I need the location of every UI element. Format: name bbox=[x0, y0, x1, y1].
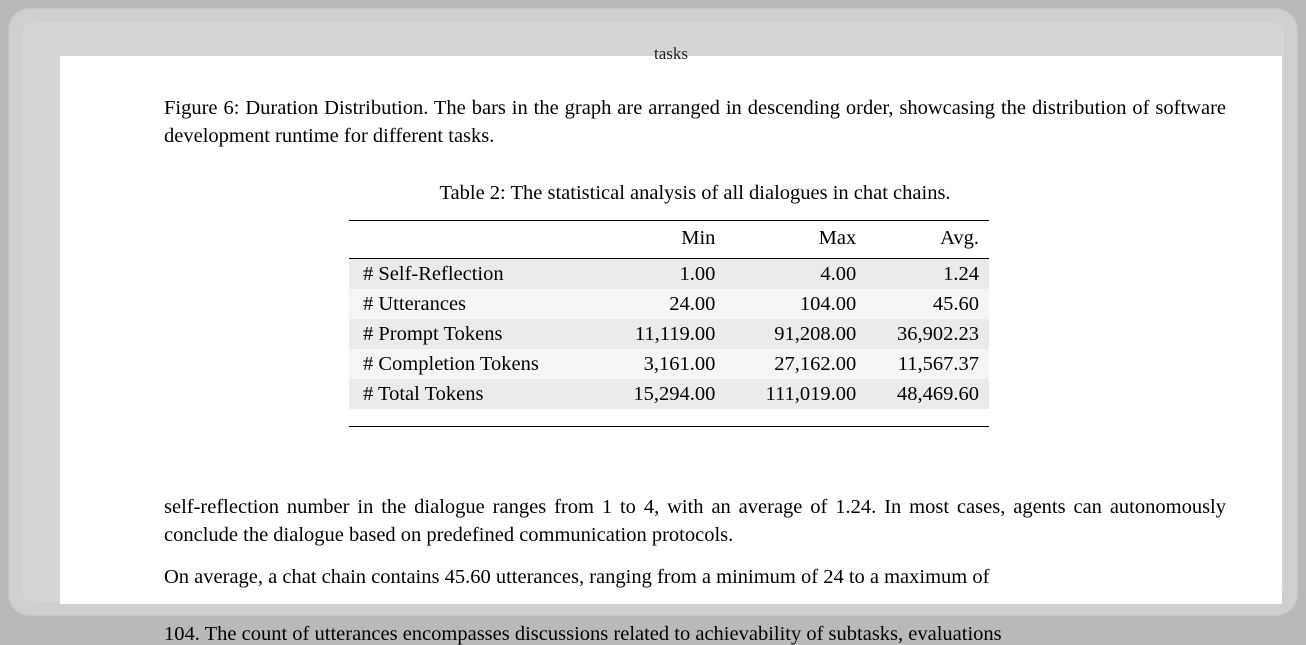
column-header-min: Min bbox=[592, 221, 726, 259]
cell-min: 1.00 bbox=[679, 262, 716, 285]
table-row bbox=[349, 379, 989, 409]
cell-min: 11,119.00 bbox=[634, 322, 716, 345]
device-frame bbox=[8, 8, 1298, 645]
cell-avg: 45.60 bbox=[932, 292, 979, 315]
cell-max: 27,162.00 bbox=[774, 352, 857, 375]
cell-avg: 11,567.37 bbox=[897, 352, 979, 375]
row-label: # Completion Tokens bbox=[363, 352, 539, 375]
cell-max: 91,208.00 bbox=[774, 322, 857, 345]
row-label: # Total Tokens bbox=[363, 382, 484, 405]
cell-avg: 1.24 bbox=[943, 262, 979, 285]
table-caption: Table 2: The statistical analysis of all dialogues in chat chains. bbox=[439, 182, 951, 204]
cell-avg: 36,902.23 bbox=[897, 322, 979, 345]
pdf-page bbox=[60, 44, 1282, 645]
table-header bbox=[349, 221, 989, 259]
cell-max: 104.00 bbox=[799, 292, 857, 315]
column-header-max: Max bbox=[725, 221, 866, 259]
cell-avg: 48,469.60 bbox=[897, 382, 979, 405]
cell-min: 15,294.00 bbox=[633, 382, 716, 405]
table-row bbox=[349, 259, 989, 290]
cell-min: 3,161.00 bbox=[643, 352, 716, 375]
column-header-blank bbox=[349, 221, 592, 259]
cell-min: 24.00 bbox=[669, 292, 716, 315]
device-frame-inner bbox=[22, 22, 1284, 645]
row-label: # Prompt Tokens bbox=[363, 322, 503, 345]
table-row bbox=[349, 289, 989, 319]
table-row bbox=[349, 349, 989, 379]
row-label: # Utterances bbox=[363, 292, 467, 315]
paragraph-self-reflection: self-reflection number in the dialogue ranges from 1 to 4, with an average of 1.24. In most cases, agents can autonomously conclude the dialogue based on predefined communication protocols. bbox=[164, 496, 1226, 547]
table-header-row bbox=[349, 221, 989, 259]
paragraph-utterances-clipped-text: 104. The count of utterances encompasses discussions related to achievability of subtasks, evaluations bbox=[164, 623, 1002, 645]
paragraph-utterances-clipped bbox=[164, 623, 1226, 645]
row-label: # Self-Reflection bbox=[363, 262, 504, 285]
cell-max: 111,019.00 bbox=[765, 382, 857, 405]
paragraph-utterances: On average, a chat chain contains 45.60 utterances, ranging from a minimum of 24 to a maximum of bbox=[164, 566, 990, 588]
table-bottom-rule bbox=[349, 426, 989, 427]
cell-max: 4.00 bbox=[820, 262, 857, 285]
figure-caption: Figure 6: Duration Distribution. The bars in the graph are arranged in descending order, showcasing the distribution of software development runtime for different tasks. bbox=[164, 97, 1226, 148]
table-body bbox=[349, 259, 989, 410]
statistics-table bbox=[349, 220, 989, 409]
clipped-header-text: tasks bbox=[654, 44, 688, 63]
column-header-avg: Avg. bbox=[866, 221, 989, 259]
table-row bbox=[349, 319, 989, 349]
